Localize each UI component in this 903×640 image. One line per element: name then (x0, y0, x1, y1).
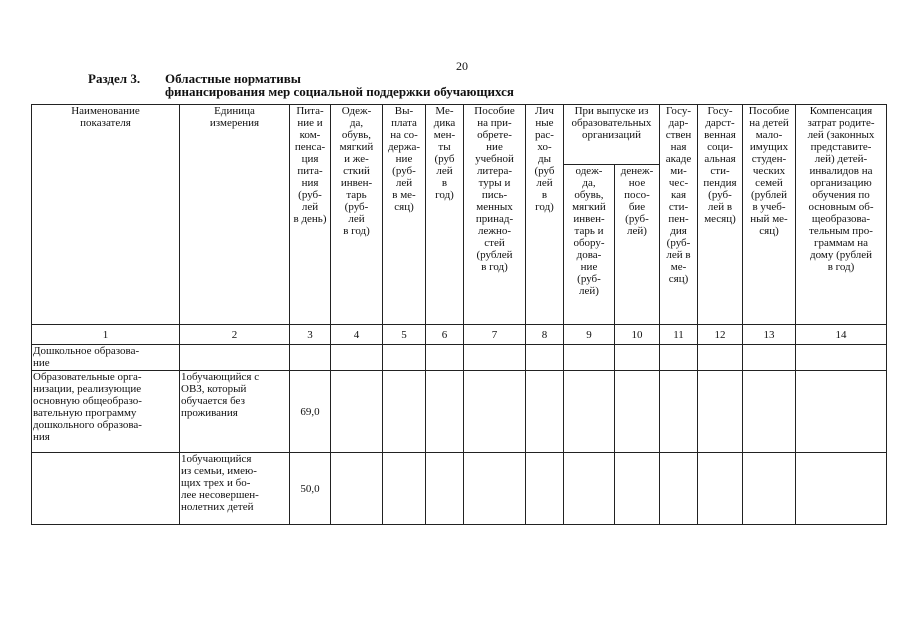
column-number: 14 (796, 325, 887, 345)
row-unit (180, 345, 290, 371)
column-number: 9 (564, 325, 615, 345)
row-unit: 1обучающийся с ОВЗ, который обучается без проживания (180, 371, 290, 453)
header-personal-expenses: Лич ные рас- хо- ды (руб лей в год) (526, 105, 564, 325)
column-number: 2 (180, 325, 290, 345)
page-number: 20 (456, 59, 468, 73)
header-graduation-clothing: одеж- да, обувь, мягкий инвен- тарь и обору- дова- ние (руб- лей) (564, 165, 615, 325)
row-indicator-name (32, 453, 180, 525)
normatives-table (31, 104, 887, 525)
header-unit: Единица измерения (180, 105, 290, 325)
column-number: 10 (615, 325, 660, 345)
column-number: 5 (383, 325, 426, 345)
column-number: 6 (426, 325, 464, 345)
column-number: 4 (331, 325, 383, 345)
header-graduation-group: При выпуске из образовательных организаций (564, 105, 660, 165)
column-number: 12 (698, 325, 743, 345)
row-value: 69,0 (290, 371, 331, 453)
section-title-line-1: Областные нормативы (165, 71, 301, 86)
column-number: 3 (290, 325, 331, 345)
header-medicines: Ме- дика мен- ты (руб лей в год) (426, 105, 464, 325)
table-row (32, 453, 887, 525)
header-indicator-name: Наименование показателя (32, 105, 180, 325)
column-number-row (32, 325, 887, 345)
row-value: 50,0 (290, 453, 331, 525)
row-indicator-name: Дошкольное образова- ние (32, 345, 180, 371)
header-academic-stipend: Госу- дар- ствен ная акаде ми- чес- кая сти- пен- дия (руб- лей в ме- сяц) (660, 105, 698, 325)
column-number: 11 (660, 325, 698, 345)
header-low-income-allowance: Пособие на детей мало- имущих студен- ческих семей (рублей в учеб- ный ме- сяц) (743, 105, 796, 325)
header-clothing: Одеж- да, обувь, мягкий и же- сткий инвен- тарь (руб- лей в год) (331, 105, 383, 325)
column-number: 1 (32, 325, 180, 345)
column-number: 8 (526, 325, 564, 345)
column-number: 13 (743, 325, 796, 345)
column-number: 7 (464, 325, 526, 345)
section-label: Раздел 3. (88, 71, 141, 86)
section-title-line-2: финансирования мер социальной поддержки обучающихся (165, 84, 514, 99)
header-food-compensation: Пита- ние и ком- пенса- ция пита- ния (руб- лей в день) (290, 105, 331, 325)
header-disabled-compensation: Компенсация затрат родите- лей (законных представите- лей) детей- инвалидов на организацию обучения по основным об- щеобразова- тельным про- граммам на дому (рублей в год) (796, 105, 887, 325)
table-row (32, 345, 887, 371)
header-graduation-cash: денеж- ное посо- бие (руб- лей) (615, 165, 660, 325)
row-value (290, 345, 331, 371)
row-indicator-name: Образовательные орга- низации, реализующие основную общеобразо- вательную программу дошкольного образова- ния (32, 371, 180, 453)
header-social-stipend: Госу- дарст- венная соци- альная сти- пендия (руб- лей в месяц) (698, 105, 743, 325)
row-unit: 1обучающийся из семьи, имею- щих трех и бо- лее несовершен- нолетних детей (180, 453, 290, 525)
table-row (32, 371, 887, 453)
header-maintenance-payment: Вы- плата на со- держа- ние (руб- лей в ме- сяц) (383, 105, 426, 325)
header-literature-allowance: Пособие на при- обрете- ние учебной литера- туры и пись- менных принад- лежно- стей (рублей в год) (464, 105, 526, 325)
